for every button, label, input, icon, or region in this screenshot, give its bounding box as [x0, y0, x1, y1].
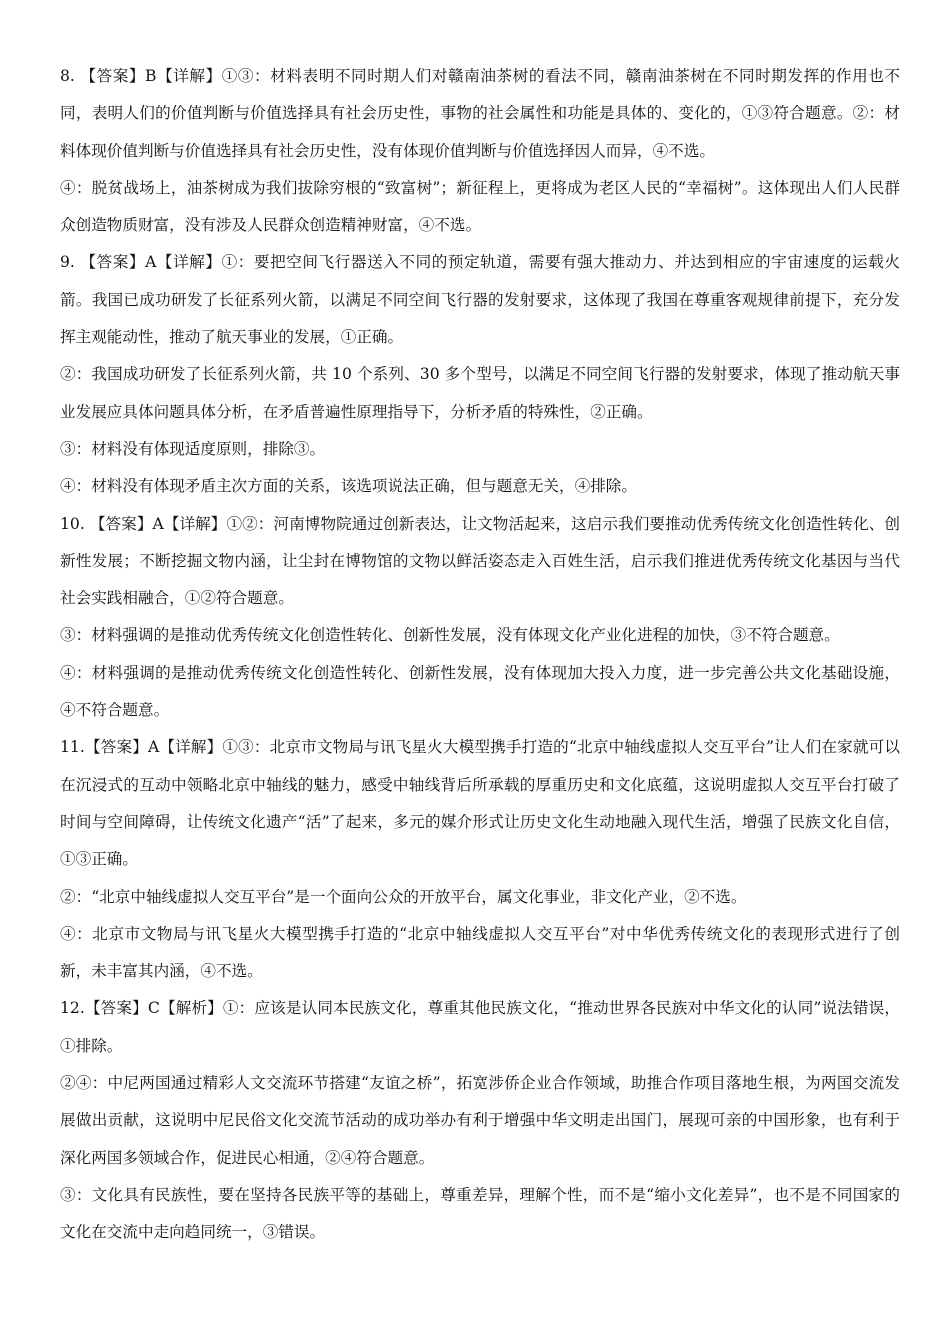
answer-9-option-3-paragraph: ③：材料没有体现适度原则，排除③。: [60, 439, 326, 458]
answer-explanation-page: [60, 58, 900, 1252]
answer-11-option-4-paragraph: ④：北京市文物局与讯飞星火大模型携手打造的“北京中轴线虚拟人交互平台”对中华优秀传统文化的表现形式进行了创新，未丰富其内涵，④不选。: [60, 924, 900, 981]
answer-9-option-4-paragraph: ④：材料没有体现矛盾主次方面的关系，该选项说法正确，但与题意无关，④排除。: [60, 477, 637, 496]
answer-10-option-3-paragraph: ③：材料强调的是推动优秀传统文化创造性转化、创新性发展，没有体现文化产业化进程的加快，③不符合题意。: [60, 626, 840, 645]
answer-9-option-2-paragraph: ②：我国成功研发了长征系列火箭，共 10 个系列、30 多个型号，以满足不同空间飞行器的发射要求，体现了推动航天事业发展应具体问题具体分析，在矛盾普遍性原理指导下，分析矛盾的特殊性，②正确。: [60, 365, 900, 421]
answer-11-paragraph: 11.【答案】A【详解】①③：北京市文物局与讯飞星火大模型携手打造的“北京中轴线虚拟人交互平台”让人们在家就可以在沉浸式的互动中领略北京中轴线的魅力，感受中轴线背后所承载的厚重历史和文化底蕴，这说明虚拟人交互平台打破了时间与空间障碍，让传统文化遗产“活”了起来，多元的媒介形式让历史文化生动地融入现代生活，增强了民族文化自信，①③正确。: [60, 738, 900, 869]
answer-12-option-2-4-paragraph: ②④：中尼两国通过精彩人文交流环节搭建“友谊之桥”，拓宽涉侨企业合作领域，助推合作项目落地生根，为两国交流发展做出贡献，这说明中尼民俗文化交流节活动的成功举办有利于增强中华文明走出国门，展现可亲的中国形象，也有利于深化两国多领域合作，促进民心相通，②④符合题意。: [60, 1074, 900, 1167]
answer-9-paragraph: 9. 【答案】A【详解】①：要把空间飞行器送入不同的预定轨道，需要有强大推动力、并达到相应的宇宙速度的运载火箭。我国已成功研发了长征系列火箭，以满足不同空间飞行器的发射要求，这体现了我国在尊重客观规律前提下，充分发挥主观能动性，推动了航天事业的发展，①正确。: [60, 253, 900, 347]
answer-12-paragraph: 12.【答案】C【解析】①：应该是认同本民族文化，尊重其他民族文化，“推动世界各民族对中华文化的认同”说法错误，①排除。: [60, 999, 900, 1055]
answer-8-paragraph: 8. 【答案】B【详解】①③：材料表明不同时期人们对赣南油茶树的看法不同，赣南油茶树在不同时期发挥的作用也不同，表明人们的价值判断与价值选择具有社会历史性，事物的社会属性和功能是具体的、变化的，①③符合题意。②：材料体现价值判断与价值选择具有社会历史性，没有体现价值判断与价值选择因人而异，④不选。: [60, 67, 900, 160]
answer-12-option-3-paragraph: ③：文化具有民族性，要在坚持各民族平等的基础上，尊重差异，理解个性，而不是“缩小文化差异”，也不是不同国家的文化在交流中走向趋同统一，③错误。: [60, 1185, 900, 1242]
answer-10-option-4-paragraph: ④：材料强调的是推动优秀传统文化创造性转化、创新性发展，没有体现加大投入力度，进一步完善公共文化基础设施，④不符合题意。: [60, 663, 900, 720]
answer-10-paragraph: 10. 【答案】A【详解】①②：河南博物院通过创新表达，让文物活起来，这启示我们要推动优秀传统文化创造性转化、创新性发展；不断挖掘文物内涵，让尘封在博物馆的文物以鲜活姿态走入百姓生活，启示我们推进优秀传统文化基因与当代社会实践相融合，①②符合题意。: [60, 514, 900, 608]
answer-11-option-2-paragraph: ②：“北京中轴线虚拟人交互平台”是一个面向公众的开放平台，属文化事业，非文化产业，②不选。: [60, 887, 747, 906]
answer-8-option-4-paragraph: ④：脱贫战场上，油茶树成为我们拔除穷根的“致富树”；新征程上，更将成为老区人民的“幸福树”。这体现出人们人民群众创造物质财富，没有涉及人民群众创造精神财富，④不选。: [60, 178, 900, 235]
